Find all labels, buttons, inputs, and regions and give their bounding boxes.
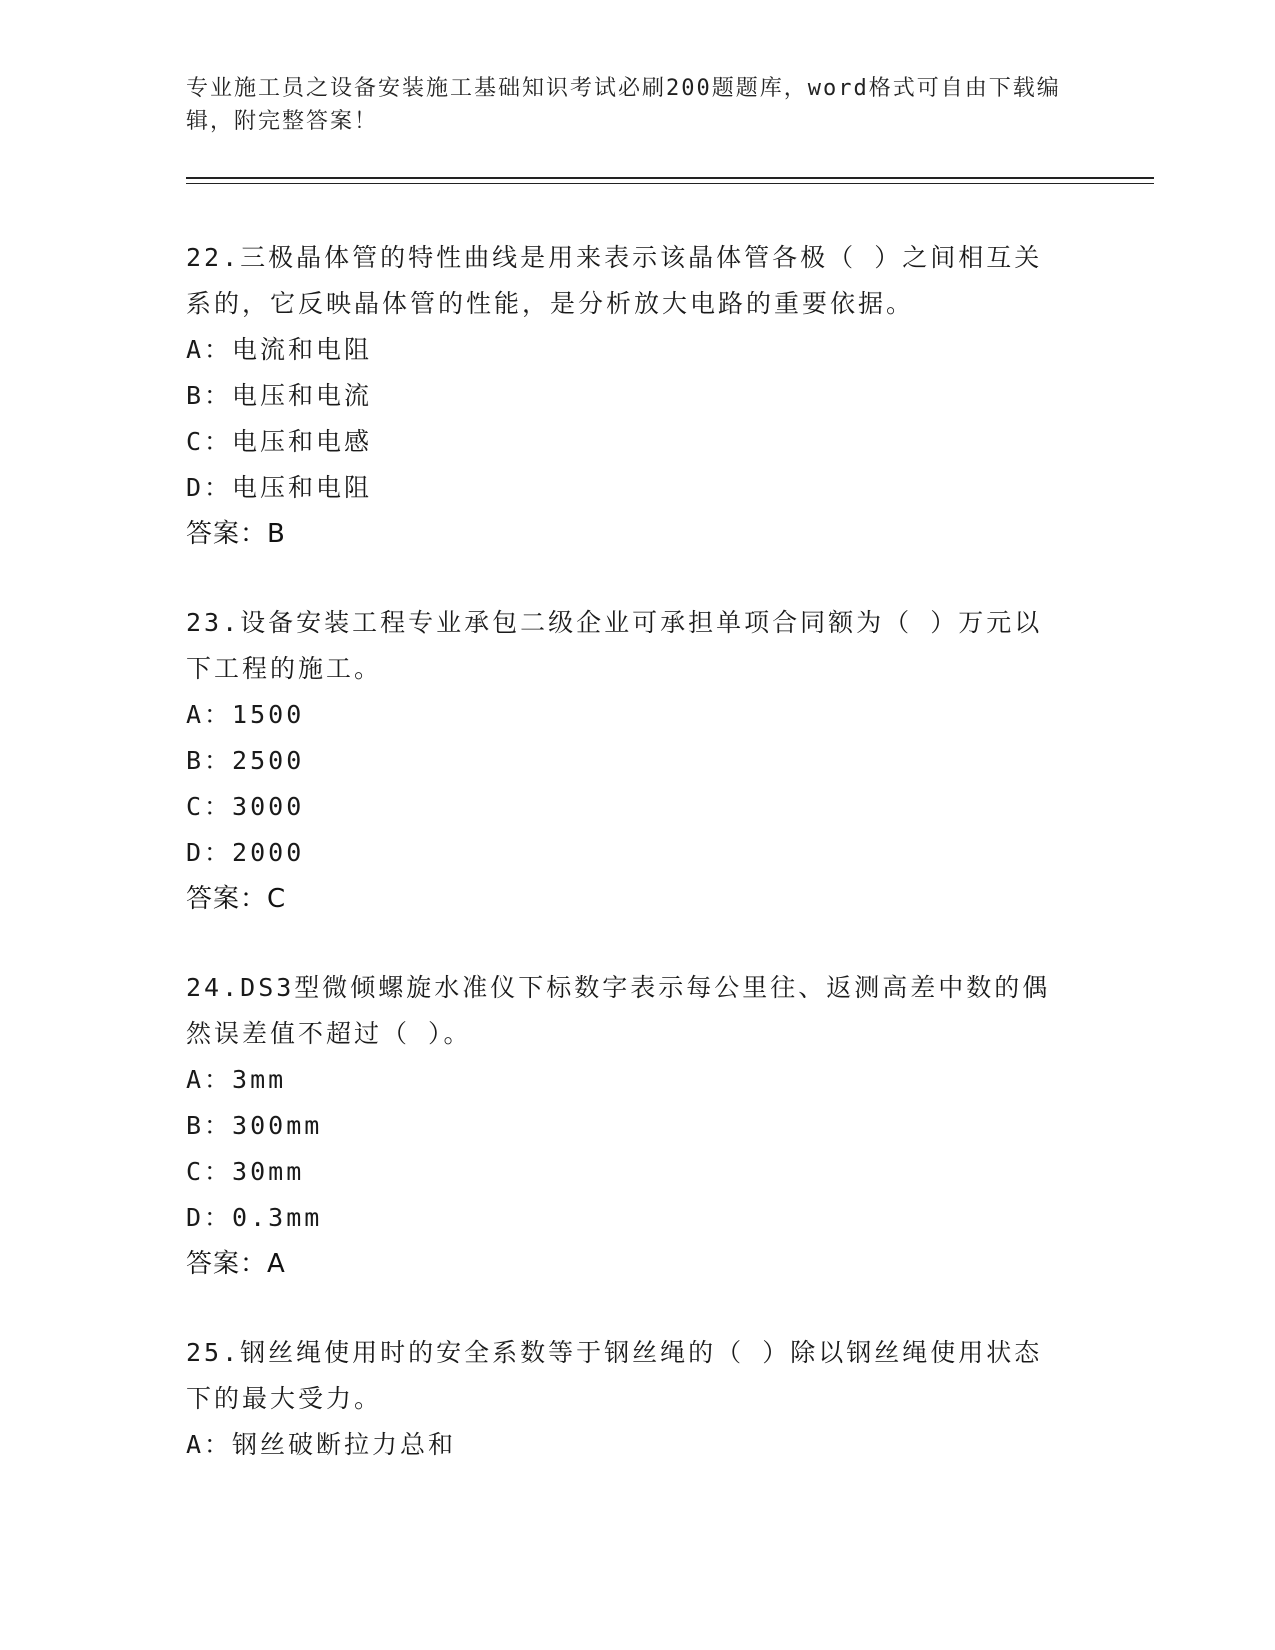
document-title: 专业施工员之设备安装施工基础知识考试必刷200题题库，word格式可自由下载编辑，附完整答案！ [186,76,1061,134]
answer-label: 答案：B [186,519,286,549]
option-c: C：3000 [186,792,305,821]
header-divider-thick [186,177,1154,179]
question-text: 25.钢丝绳使用时的安全系数等于钢丝绳的（ ）除以钢丝绳使用状态下的最大受力。 [186,1338,1043,1413]
option-b: B：电压和电流 [186,381,373,410]
answer-label: 答案：C [186,884,287,914]
option-c: C：30mm [186,1157,305,1186]
answer-label: 答案：A [186,1249,286,1279]
question-text: 24.DS3型微倾螺旋水准仪下标数字表示每公里往、返测高差中数的偶然误差值不超过（ ）。 [186,973,1051,1048]
option-b: B：300mm [186,1111,323,1140]
question-23 [186,600,1066,922]
option-d: D：电压和电阻 [186,473,373,502]
question-text: 22.三极晶体管的特性曲线是用来表示该晶体管各极（ ）之间相互关系的，它反映晶体管的性能，是分析放大电路的重要依据。 [186,243,1043,318]
question-text: 23.设备安装工程专业承包二级企业可承担单项合同额为（ ）万元以下工程的施工。 [186,608,1043,683]
option-c: C：电压和电感 [186,427,373,456]
option-b: B：2500 [186,746,305,775]
option-a: A：1500 [186,700,305,729]
question-24 [186,965,1066,1287]
header-divider-thin [186,183,1154,184]
option-d: D：2000 [186,838,305,867]
question-25 [186,1330,1066,1468]
question-22 [186,235,1066,557]
option-d: D：0.3mm [186,1203,323,1232]
option-a: A：3mm [186,1065,287,1094]
option-a: A：钢丝破断拉力总和 [186,1430,457,1459]
option-a: A：电流和电阻 [186,335,373,364]
